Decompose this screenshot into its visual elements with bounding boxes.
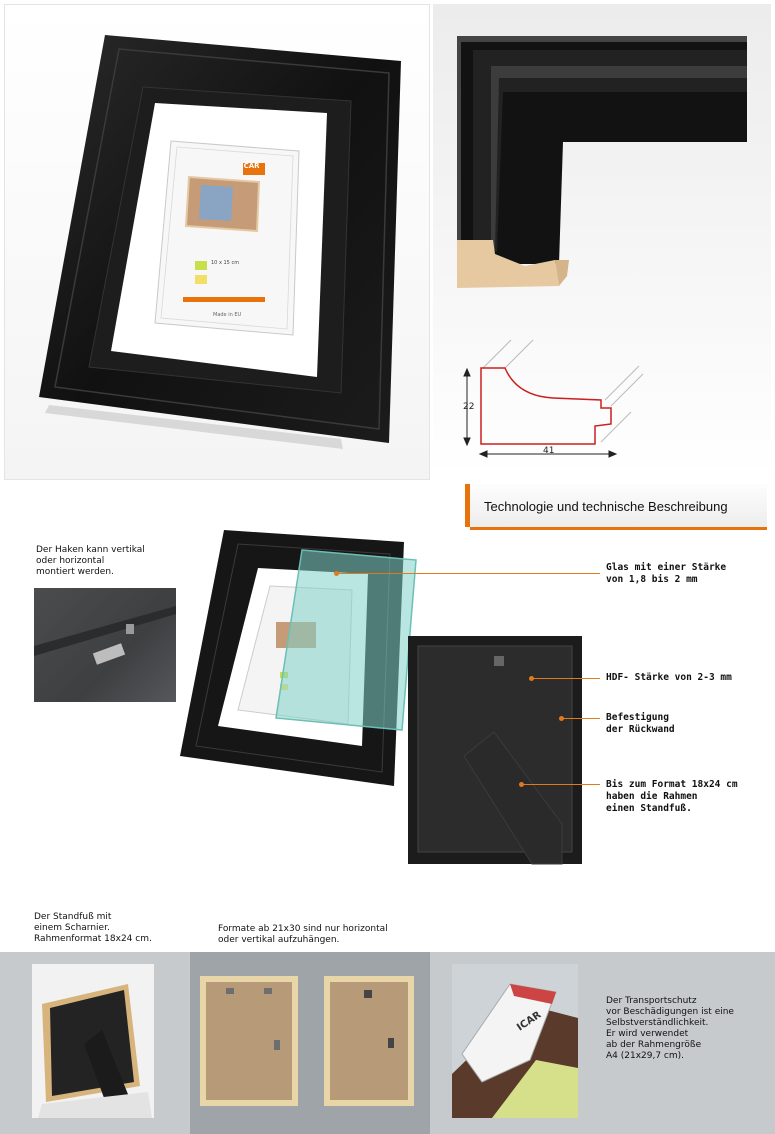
section-header-title: Technologie und technische Beschreibung xyxy=(484,499,728,514)
black-frame-illustration xyxy=(5,5,429,479)
transport-caption: Der Transportschutz vor Beschädigungen ist eine Selbstverständlichkeit. Er wird verwendet ab der Rahmengröße A4 (21x29,7 cm). xyxy=(606,996,734,1061)
profile-panel xyxy=(433,4,771,478)
hook-caption: Der Haken kann vertikal oder horizontal montiert werden. xyxy=(36,545,145,577)
frame-photo-panel xyxy=(4,4,430,480)
glass-callout: Glas mit einer Stärke von 1,8 bis 2 mm xyxy=(606,562,727,585)
hanging-frame-left xyxy=(200,976,298,1106)
profile-height-label: 22 xyxy=(463,402,475,412)
insert-made-in: Made in EU xyxy=(213,312,242,318)
stand-caption: Der Standfuß mit einem Scharnier. Rahmenformat 18x24 cm. xyxy=(34,912,152,944)
profile-corner-illustration xyxy=(433,4,771,478)
insert-brand-label: ICAR xyxy=(241,162,260,170)
backing-callout: Befestigung der Rückwand xyxy=(606,712,675,735)
insert-size-label: 10 x 15 cm xyxy=(211,260,240,266)
corner-protector-illustration xyxy=(452,964,578,1118)
transport-photo xyxy=(452,964,578,1118)
hdf-callout: HDF- Stärke von 2-3 mm xyxy=(606,672,732,683)
stand-photo xyxy=(32,964,154,1118)
hook-photo xyxy=(34,588,176,702)
formats-caption: Formate ab 21x30 sind nur horizontal oder vertikal aufzuhängen. xyxy=(218,924,388,945)
profile-width-label: 41 xyxy=(543,446,555,456)
protector-sticker-text: ICAR xyxy=(515,1009,544,1034)
hanging-frame-right xyxy=(324,976,414,1106)
profile-outline xyxy=(481,368,611,444)
glass-leader xyxy=(337,573,600,574)
profile-cross-section xyxy=(483,340,643,442)
hdf-leader xyxy=(532,678,600,679)
hook-illustration xyxy=(34,588,176,702)
exploded-frame-illustration xyxy=(172,524,592,874)
stand-leader xyxy=(522,784,600,785)
backing-leader xyxy=(562,718,600,719)
stand-illustration xyxy=(32,964,154,1118)
stand-callout: Bis zum Format 18x24 cm haben die Rahmen einen Standfuß. xyxy=(606,779,738,814)
